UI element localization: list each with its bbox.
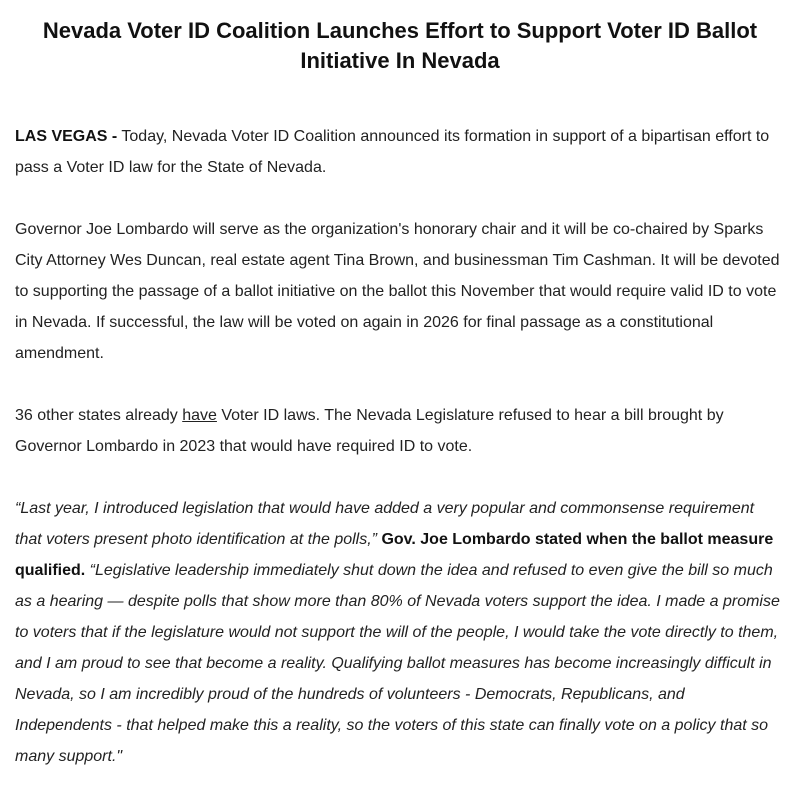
paragraph-states — [15, 400, 785, 462]
paragraph-leadership-text: Governor Joe Lombardo will serve as the organization's honorary chair and it will be co-chaired by Sparks City Attorney Wes Duncan, real estate agent Tina Brown, and businessman Tim Cashman. It will be devoted to supporting the passage of a ballot initiative on the ballot this November that would require valid ID to vote in Nevada. If successful, the law will be voted on again in 2026 for final passage as a constitutional amendment. — [15, 221, 780, 362]
dateline: LAS VEGAS - — [15, 128, 118, 145]
headline: Nevada Voter ID Coalition Launches Effort to Support Voter ID Ballot Initiative In Nevada — [42, 18, 758, 73]
paragraph-states-text-after: Voter ID laws. The Nevada Legislature refused to hear a bill brought by Governor Lombardo in 2023 that would have required ID to vote. — [15, 407, 724, 455]
paragraph-leadership — [15, 214, 785, 369]
underlined-word: have — [182, 407, 217, 424]
paragraph-intro — [15, 121, 785, 183]
paragraph-quote — [15, 493, 785, 772]
quote-attribution: Gov. Joe Lombardo stated when the ballot measure qualified. — [15, 531, 774, 579]
quote-part-2: “Legislative leadership immediately shut down the idea and refused to even give the bill so much as a hearing — despite polls that show more than 80% of Nevada voters support the idea. I made a promise to voters that if the legislature would not support the will of the people, I would take the vote directly to them, and I am proud to see that become a reality. Qualifying ballot measures has become increasingly difficult in Nevada, so I am incredibly proud of the hundreds of volunteers - Democrats, Republicans, and Independents - that helped make this a reality, so the voters of this state can finally vote on a policy that so many support." — [15, 562, 780, 765]
article-body — [15, 121, 785, 772]
quote-part-1: “Last year, I introduced legislation that would have added a very popular and commonsense requirement that voters present photo identification at the polls,” — [15, 500, 755, 548]
paragraph-states-text-before: 36 other states already — [15, 407, 183, 424]
paragraph-intro-text: Today, Nevada Voter ID Coalition announced its formation in support of a bipartisan effort to pass a Voter ID law for the State of Nevada. — [15, 128, 770, 176]
